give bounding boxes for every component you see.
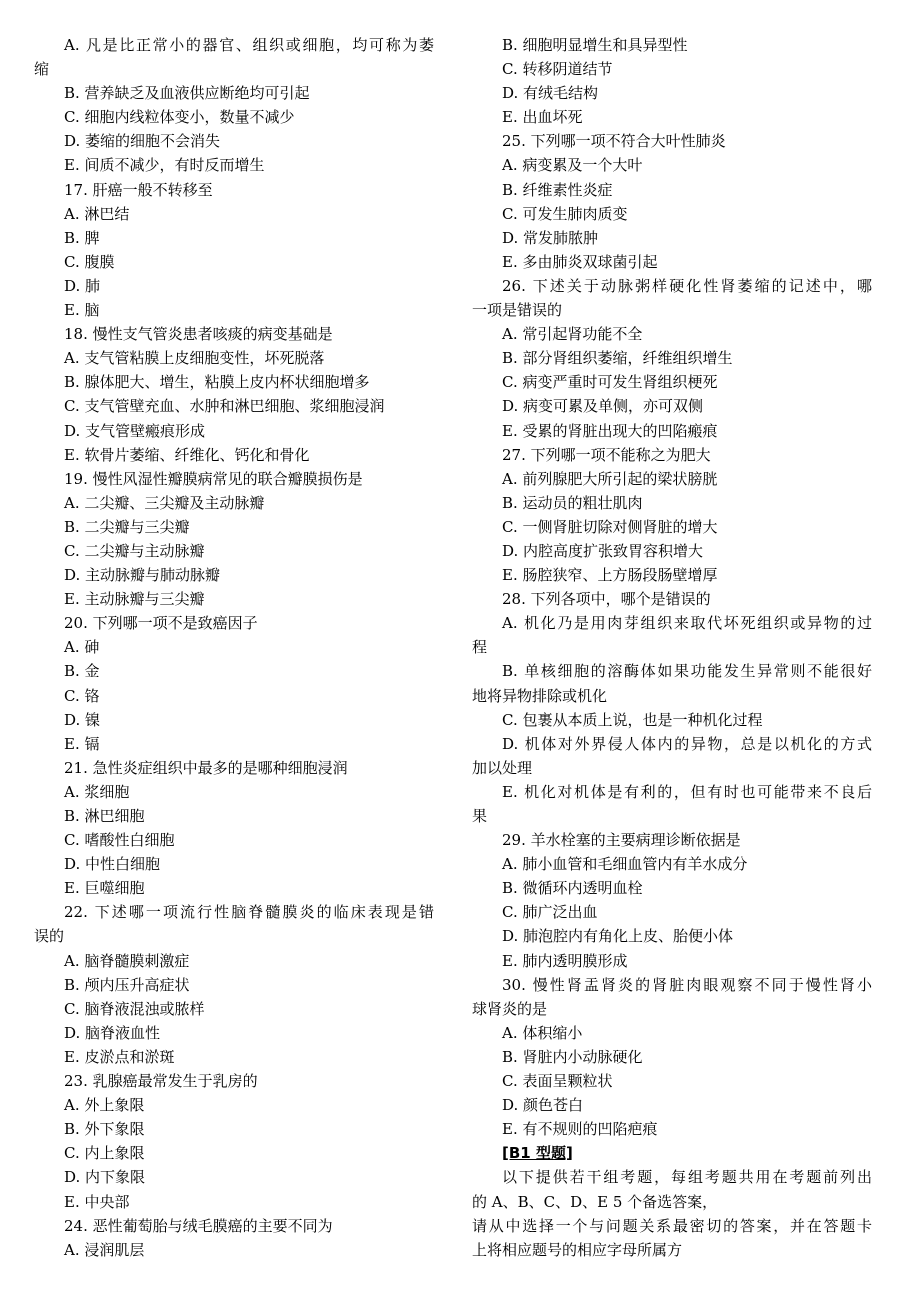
text-line: D. 肺	[64, 276, 101, 295]
text-line: A. 机化乃是用肉芽组织来取代坏死组织或异物的过	[502, 614, 872, 633]
text-line: 一项是错误的	[472, 301, 563, 320]
text-line: B. 颅内压升高症状	[64, 975, 190, 994]
text-line: E. 皮淤点和淤斑	[64, 1047, 175, 1066]
left-column	[34, 33, 434, 1262]
text-line: 21. 急性炎症组织中最多的是哪种细胞浸润	[64, 758, 348, 777]
text-line: D. 镍	[64, 710, 101, 729]
text-line: 22. 下述哪一项流行性脑脊髓膜炎的临床表现是错	[64, 903, 434, 922]
text-line: D. 病变可累及单侧，亦可双侧	[502, 397, 704, 416]
text-line: A. 凡是比正常小的器官、组织或细胞，均可称为萎	[64, 36, 434, 54]
text-line: E. 脑	[64, 301, 100, 320]
text-line: D. 支气管壁瘢痕形成	[64, 421, 206, 440]
text-line: C. 脑脊液混浊或脓样	[64, 999, 205, 1018]
right-column	[472, 33, 872, 1262]
text-line: C. 铬	[64, 686, 100, 705]
text-line: 18. 慢性支气管炎患者咳痰的病变基础是	[64, 325, 333, 344]
text-line: D. 中性白细胞	[64, 855, 161, 874]
text-line: E. 多由肺炎双球菌引起	[502, 252, 658, 271]
text-line: 地将异物排除或机化	[472, 686, 608, 705]
text-line: 请从中选择一个与问题关系最密切的答案，并在答题卡	[472, 1216, 872, 1235]
b1-heading-label: [B1 型题]	[502, 1144, 573, 1163]
text-line: D. 内腔高度扩张致胃容积增大	[502, 541, 704, 560]
text-line: C. 表面呈颗粒状	[502, 1072, 613, 1091]
text-line: B. 淋巴细胞	[64, 807, 145, 825]
text-line: C. 细胞内线粒体变小，数量不减少	[64, 108, 295, 127]
text-line: B. 外下象限	[64, 1120, 145, 1139]
text-line: B. 腺体肥大、增生，粘膜上皮内杯状细胞增多	[64, 373, 370, 392]
text-line: C. 内上象限	[64, 1144, 145, 1163]
text-line: D. 肺泡腔内有角化上皮、胎便小体	[502, 927, 734, 946]
text-line: 20. 下列哪一项不是致癌因子	[64, 614, 258, 633]
text-line: A. 常引起肾功能不全	[502, 325, 643, 344]
text-line: C. 嗜酸性白细胞	[64, 831, 175, 850]
text-line: E. 间质不减少，有时反而增生	[64, 156, 265, 175]
text-line: C. 肺广泛出血	[502, 903, 598, 922]
text-line: 30. 慢性肾盂肾炎的肾脏肉眼观察不同于慢性肾小	[502, 975, 872, 994]
text-line: A. 肺小血管和毛细血管内有羊水成分	[502, 855, 748, 874]
text-line: C. 腹膜	[64, 252, 115, 271]
text-line: A. 支气管粘膜上皮细胞变性，坏死脱落	[64, 349, 325, 368]
text-line: A. 浆细胞	[64, 782, 130, 801]
section-heading	[472, 1141, 872, 1165]
text-line: 程	[472, 638, 488, 657]
text-line: D. 有绒毛结构	[502, 84, 599, 103]
text-line: E. 受累的肾脏出现大的凹陷瘢痕	[502, 421, 718, 440]
text-line: C. 一侧肾脏切除对侧肾脏的增大	[502, 517, 718, 536]
text-line: 25. 下列哪一项不符合大叶性肺炎	[502, 132, 726, 151]
text-line: 上将相应题号的相应字母所属方	[472, 1240, 683, 1259]
text-line: 球肾炎的是	[472, 999, 548, 1018]
text-line: A. 前列腺肥大所引起的梁状膀胱	[502, 469, 718, 488]
text-line: 的 A、B、C、D、E 5 个备选答案，	[472, 1192, 718, 1211]
text-line: B. 脾	[64, 228, 100, 247]
text-line: B. 单核细胞的溶酶体如果功能发生异常则不能很好	[502, 662, 872, 681]
text-line: E. 肠腔狭窄、上方肠段肠壁增厚	[502, 566, 718, 585]
text-line: A. 脑脊髓膜刺激症	[64, 951, 190, 970]
text-line: B. 运动员的粗壮肌肉	[502, 493, 643, 512]
text-line: 17. 肝癌一般不转移至	[64, 180, 213, 199]
text-line: E. 镉	[64, 734, 100, 753]
text-line: B. 金	[64, 662, 100, 681]
text-line: B. 纤维素性炎症	[502, 180, 613, 199]
text-line: B. 部分肾组织萎缩，纤维组织增生	[502, 349, 733, 368]
text-line: C. 二尖瓣与主动脉瓣	[64, 541, 205, 560]
text-line: A. 病变累及一个大叶	[502, 156, 643, 175]
text-line: 果	[472, 807, 488, 825]
text-line: 27. 下列哪一项不能称之为肥大	[502, 445, 711, 464]
text-line: B. 营养缺乏及血液供应断绝均可引起	[64, 84, 310, 103]
text-line: C. 包裹从本质上说，也是一种机化过程	[502, 710, 763, 729]
text-line: 28. 下列各项中，哪个是错误的	[502, 590, 711, 609]
text-line: C. 病变严重时可发生肾组织梗死	[502, 373, 718, 392]
text-line: E. 有不规则的凹陷疤痕	[502, 1120, 658, 1139]
text-line: A. 外上象限	[64, 1096, 145, 1115]
text-line: D. 萎缩的细胞不会消失	[64, 132, 221, 151]
text-line: A. 浸润肌层	[64, 1240, 145, 1259]
text-line: A. 淋巴结	[64, 204, 130, 223]
text-line: 19. 慢性风湿性瓣膜病常见的联合瓣膜损伤是	[64, 469, 363, 488]
text-line: D. 内下象限	[64, 1168, 146, 1187]
text-line: C. 可发生肺肉质变	[502, 204, 628, 223]
text-line: 以下提供若干组考题，每组考题共用在考题前列出	[502, 1168, 872, 1187]
text-line: 误的	[34, 927, 65, 946]
text-line: E. 肺内透明膜形成	[502, 951, 628, 970]
text-line: B. 二尖瓣与三尖瓣	[64, 517, 190, 536]
text-line: C. 转移阴道结节	[502, 60, 613, 79]
text-line: E. 机化对机体是有利的，但有时也可能带来不良后	[502, 782, 872, 801]
text-line: B. 微循环内透明血栓	[502, 879, 643, 898]
text-line: B. 肾脏内小动脉硬化	[502, 1047, 643, 1066]
text-line: D. 颜色苍白	[502, 1096, 584, 1115]
text-line: E. 主动脉瓣与三尖瓣	[64, 590, 205, 609]
text-line: E. 巨噬细胞	[64, 879, 145, 898]
text-line: 23. 乳腺癌最常发生于乳房的	[64, 1072, 258, 1091]
text-line: E. 软骨片萎缩、纤维化、钙化和骨化	[64, 445, 310, 464]
text-line: D. 机体对外界侵人体内的异物，总是以机化的方式	[502, 734, 872, 753]
text-line: D. 常发肺脓肿	[502, 228, 599, 247]
text-line: E. 出血坏死	[502, 108, 583, 127]
text-line: D. 脑脊液血性	[64, 1023, 161, 1042]
text-line: D. 主动脉瓣与肺动脉瓣	[64, 566, 221, 585]
text-line: E. 中央部	[64, 1192, 130, 1211]
text-line: C. 支气管壁充血、水肿和淋巴细胞、浆细胞浸润	[64, 397, 385, 416]
text-line: B. 细胞明显增生和具异型性	[502, 36, 688, 54]
text-line: 24. 恶性葡萄胎与绒毛膜癌的主要不同为	[64, 1216, 333, 1235]
text-line: A. 体积缩小	[502, 1023, 583, 1042]
text-line: A. 二尖瓣、三尖瓣及主动脉瓣	[64, 493, 265, 512]
text-line: 加以处理	[472, 758, 533, 777]
text-line: A. 砷	[64, 638, 100, 657]
text-line: 缩	[34, 60, 50, 79]
text-line: 26. 下述关于动脉粥样硬化性肾萎缩的记述中，哪	[502, 276, 872, 295]
text-line: 29. 羊水栓塞的主要病理诊断依据是	[502, 831, 741, 850]
